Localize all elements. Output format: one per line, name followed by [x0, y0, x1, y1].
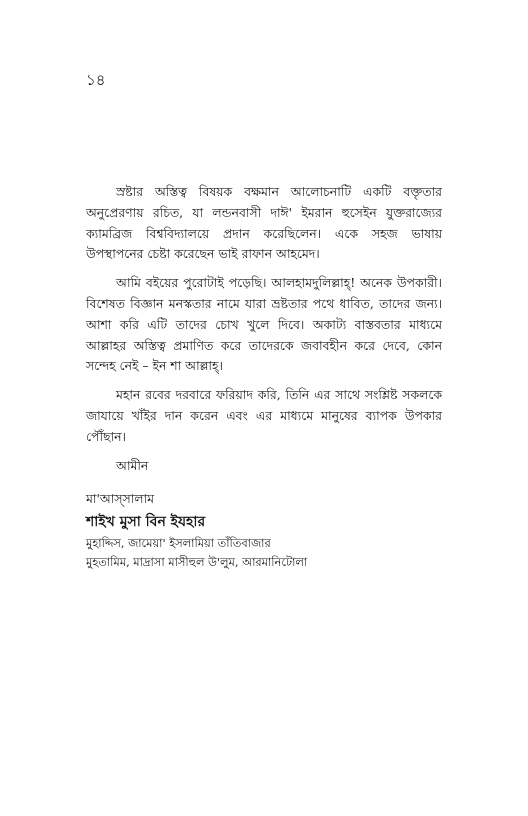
- signature-name: শাইখ মুসা বিন ইযহার: [86, 514, 206, 530]
- signature-block: [86, 488, 466, 572]
- paragraph-1: স্রষ্টার অস্তিত্ব বিষয়ক বক্ষমান আলোচনাটি একটি বক্তৃতার অনুপ্রেরণায় রচিত, যা লন্ডনবাসী দাঈ' ইমরান হুসেইন যুক্তরাজ্যের ক্যামব্রিজ বিশ্ববিদ্যালয়ে প্রদান করেছিলেন। একে সহজ ভাষায় উপস্থাপনের চেষ্টা করেছেন ভাই রাফান আহমেদ।: [86, 184, 442, 262]
- closing-word: আমীন: [116, 457, 149, 473]
- signature-greeting: মা'আস্সালাম: [86, 491, 155, 506]
- paragraph-3: মহান রবের দরবারে ফরিয়াদ করি, তিনি এর সাথে সংশ্লিষ্ট সকলকে জাযায়ে খাঁইর দান করেন এবং এর মাধ্যমে মানুষের ব্যাপক উপকার পৌঁছান।: [86, 387, 442, 444]
- foreword-body: [86, 182, 442, 484]
- paragraph-2: আমি বইয়ের পুরোটাই পড়েছি। আলহামদুলিল্লাহ্‌! অনেক উপকারী। বিশেষত বিজ্ঞান মনস্কতার নামে যারা ভ্রষ্টতার পথে ধাবিত, তাদের জন্য। আশা করি এটি তাদের চোখ খুলে দিবে। অকাট্য বাস্তবতার মাধ্যমে আল্লাহর অস্তিত্ব প্রমাণিত করে তাদেরকে জবাবহীন করে দেবে, কোন সন্দেহ নেই – ইন শা আল্লাহ্‌।: [86, 275, 442, 374]
- signature-title-1: মুহাদ্দিস, জামেয়া' ইসলামিয়া তাঁতিবাজার: [86, 536, 271, 550]
- page-number: ১৪: [86, 71, 106, 89]
- signature-title-2: মুহতামিম, মাদ্রাসা মাসীহুল উ'লুম, আরমানিটোলা: [86, 555, 308, 569]
